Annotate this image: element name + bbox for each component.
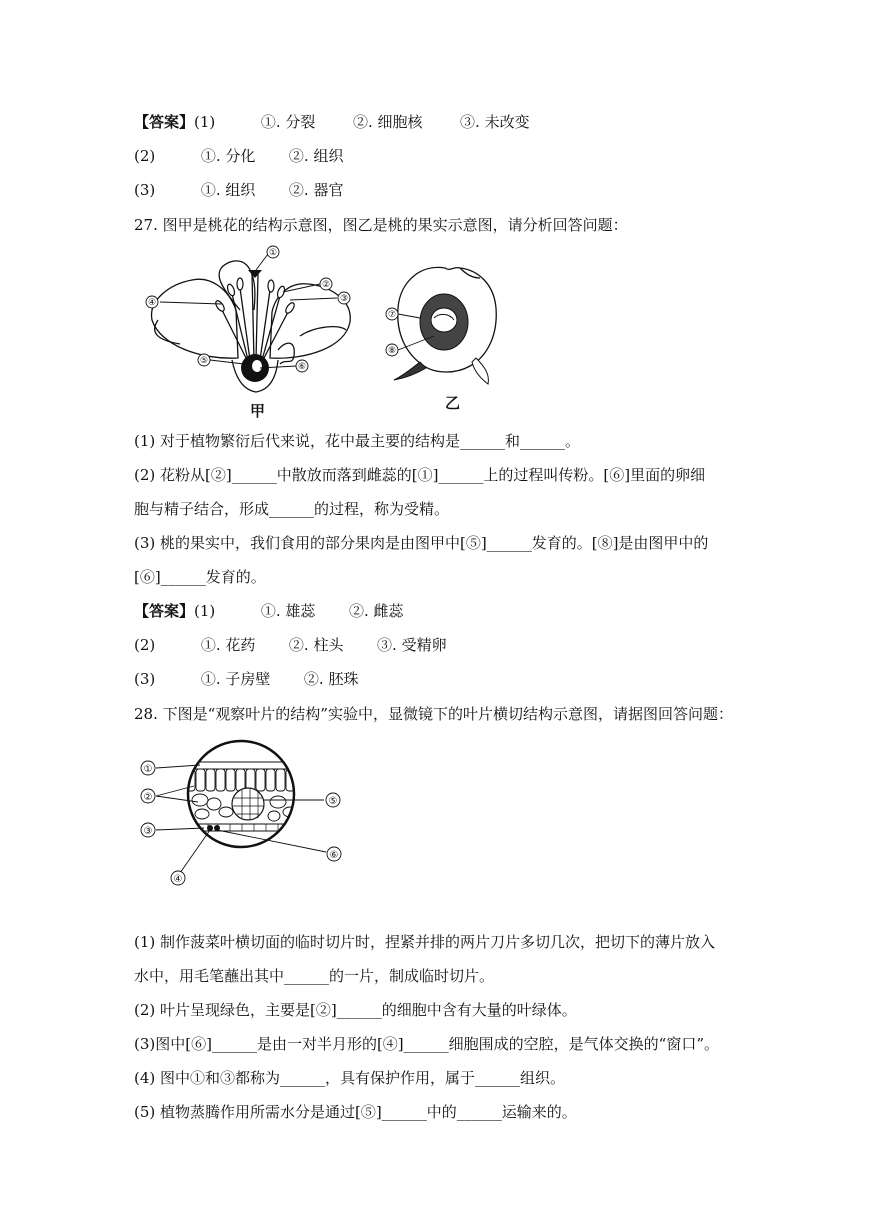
q27-stem: 27. 图甲是桃花的结构示意图，图乙是桃的果实示意图，请分析回答问题：: [134, 216, 628, 234]
fig-label: ③: [143, 826, 153, 837]
anther: [237, 278, 243, 290]
leaf-cross-section-diagram: [138, 738, 358, 888]
answer-num: (1): [194, 113, 216, 131]
anther: [284, 301, 296, 314]
fig-label: ⑤: [328, 796, 338, 807]
answer-item: ①. 雄蕊: [260, 602, 316, 620]
q28-part-5: (5) 植物蒸腾作用所需水分是通过[⑤]______中的______运输来的。: [134, 1103, 577, 1121]
q28-part-2: (2) 叶片呈现绿色，主要是[②]______的细胞中含有大量的叶绿体。: [134, 1001, 577, 1019]
answer-item: ①. 分裂: [260, 113, 316, 131]
answer-num: (2): [134, 636, 156, 654]
q26-answer-line-1: [134, 112, 530, 132]
peach-fruit-diagram: [380, 262, 510, 412]
ovule: [252, 360, 262, 372]
answer-num: (2): [134, 147, 156, 165]
answer-item: ②. 组织: [288, 147, 344, 165]
q26-answer-line-3: [134, 180, 343, 200]
q28-part-1-line-2: 水中，用毛笔蘸出其中______的一片，制成临时切片。: [134, 967, 495, 985]
answer-num: (3): [134, 181, 156, 199]
anther: [214, 299, 226, 312]
q27-part-3-line-2: [⑥]______发育的。: [134, 568, 266, 586]
answer-num: (3): [134, 670, 156, 688]
answer-item: ②. 柱头: [288, 636, 344, 654]
petal: [300, 327, 346, 336]
q27-part-2-line-2: 胞与精子结合，形成______的过程，称为受精。: [134, 500, 450, 518]
fig-label: ②: [143, 792, 153, 803]
fig-label: ④: [147, 298, 157, 308]
answer-label: 【答案】: [134, 113, 195, 131]
q27-answer-line-2: [134, 635, 447, 655]
figure-caption-jia: 甲: [250, 402, 266, 420]
answer-label: 【答案】: [134, 602, 195, 620]
fig-label: ⑦: [387, 310, 397, 320]
answer-item: ①. 子房壁: [200, 670, 271, 688]
q26-answer-line-2: [134, 146, 343, 166]
leaf: [472, 358, 488, 384]
q27-answer-line-1: [134, 601, 403, 621]
q27-answer-line-3: [134, 669, 358, 689]
answer-item: ②. 细胞核: [352, 113, 423, 131]
answer-item: ②. 雌蕊: [348, 602, 404, 620]
q28-part-3: (3)图中[⑥]______是由一对半月形的[④]______细胞围成的空腔，是气体交换的“窗口”。: [134, 1035, 719, 1053]
answer-item: ②. 器官: [288, 181, 344, 199]
q28-stem: 28. 下图是“观察叶片的结构”实验中，显微镜下的叶片横切结构示意图，请据图回答问题：: [134, 705, 733, 723]
fig-label: ④: [173, 874, 183, 885]
stigma: [248, 270, 262, 278]
anther: [268, 280, 274, 292]
fig-label: ①: [143, 764, 153, 775]
q27-part-2-line-1: (2) 花粉从[②]______中散放而落到雌蕊的[①]______上的过程叫传粉。[⑥]里面的卵细: [134, 466, 706, 484]
q28-part-1-line-1: (1) 制作菠菜叶横切面的临时切片时，捏紧并排的两片刀片多切几次，把切下的薄片放入: [134, 933, 716, 951]
q27-part-3-line-1: (3) 桃的果实中，我们食用的部分果肉是由图甲中[⑤]______发育的。[⑧]是由图甲中的: [134, 534, 709, 552]
fig-label: ⑥: [297, 362, 307, 372]
fig-label: ①: [268, 248, 278, 258]
seed: [431, 308, 457, 332]
stem: [394, 362, 426, 380]
figure-caption-yi: 乙: [445, 394, 461, 412]
peach-flower-diagram: [140, 240, 370, 420]
answer-item: ②. 胚珠: [303, 670, 359, 688]
q28-part-4: (4) 图中①和③都称为______，具有保护作用，属于______组织。: [134, 1069, 566, 1087]
fig-label: ③: [339, 294, 349, 304]
sepal: [278, 343, 294, 364]
answer-item: ①. 花药: [200, 636, 256, 654]
leaf-vein: [232, 788, 264, 820]
fig-label: ⑥: [329, 850, 339, 861]
answer-item: ③. 未改变: [460, 113, 530, 131]
fig-label: ②: [321, 280, 331, 290]
answer-item: ③. 受精卵: [377, 636, 447, 654]
fig-label: ⑧: [387, 346, 397, 356]
answer-num: (1): [194, 602, 216, 620]
answer-item: ①. 分化: [200, 147, 256, 165]
fig-label: ⑤: [199, 356, 209, 366]
answer-item: ①. 组织: [200, 181, 256, 199]
q27-part-1: (1) 对于植物繁衍后代来说，花中最主要的结构是______和______。: [134, 432, 581, 450]
